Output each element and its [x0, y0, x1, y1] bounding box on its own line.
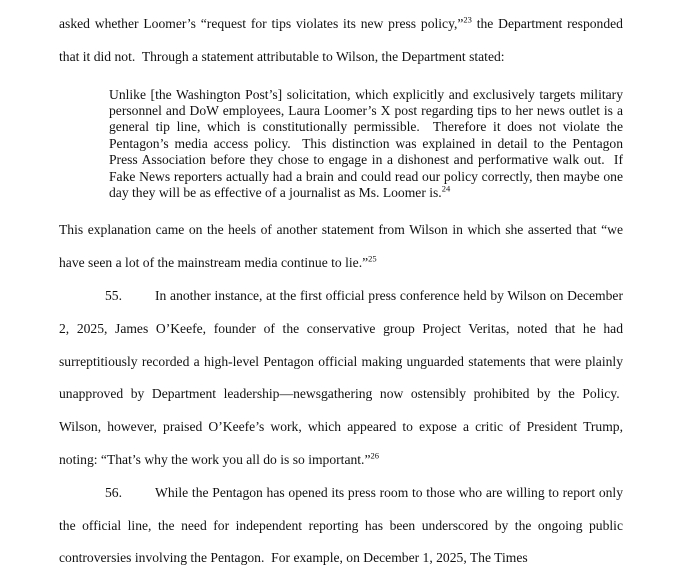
paragraph-54-continuation: asked whether Loomer’s “request for tips violates its new press policy,”$^{23}$ the Department responded that it did not. Through a statement attributable to Wilson, the Department stated: — [59, 14, 623, 64]
footnote-ref-23: 23 — [463, 14, 472, 25]
footnote-ref-25: 25 — [368, 253, 377, 264]
footnote-ref-24: 24 — [441, 183, 451, 194]
paragraph-explanation: This explanation came on the heels of another statement from Wilson in which she asserted that “we have seen a lot of the mainstream media continue to lie.”$^{25}$ — [59, 222, 623, 271]
block-quote-wilson-statement: Unlike [the Washington Post’s] solicitation, which explicitly and exclusively targets military personnel and DoW employees, Laura Loomer’s X post regarding tips to her news outlet is a general tip line, which is constitutionally permissible. Therefore it does not violate the Pentagon’s media access policy. This distinction was explained in detail to the Pentagon Press Association before they chose to engage in a dishonest and performative walk out. If Fake News reporters actually had a brain and could read our policy correctly, then maybe one day they will be as effective of a journalist as Ms. Loomer is.$^{24}$ — [109, 86, 623, 201]
paragraph-56: 56. While the Pentagon has opened its press room to those who are willing to report only the official line, the need for independent reporting has been underscored by the ongoing public controversies involving the Pentagon. For example, on December 1, 2025, The Times — [59, 484, 623, 566]
paragraph-55: 55. In another instance, at the first official press conference held by Wilson on December 2, 2025, James O’Keefe, founder of the conservative group Project Veritas, noted that he had surreptitiously recorded a high-level Pentagon official making unguarded statements that were plainly unapproved by Department leadership—newsgathering now ostensibly prohibited by the Policy. Wilson, however, praised O’Keefe’s work, which appeared to expose a critic of President Trump, noting: “That’s why the work you all do is so important.”$^{26}$ — [59, 288, 623, 468]
footnote-ref-26: 26 — [370, 450, 379, 461]
document-page — [59, 8, 623, 575]
